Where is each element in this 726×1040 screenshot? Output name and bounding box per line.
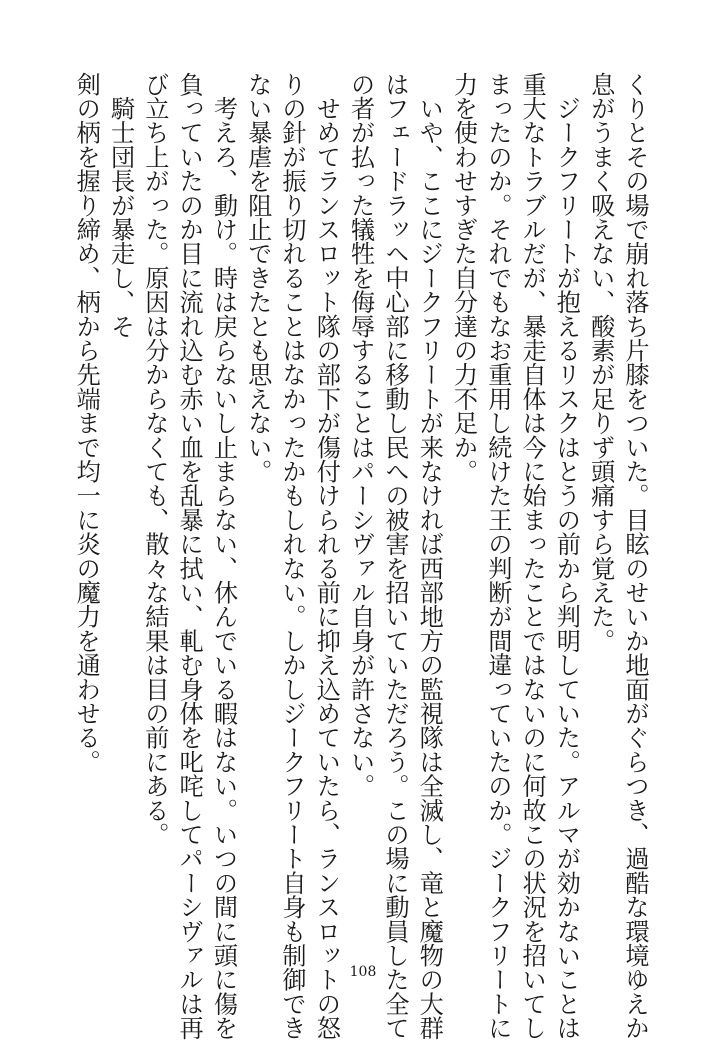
text-line: 力を使わせすぎた自分達の力不足か。 (449, 72, 478, 484)
text-line: 負っていたのか目に流れ込む赤い血を乱暴に拭い、軋む身体を叱咤してパーシヴァルは再 (175, 72, 204, 1040)
text-line: 考えろ、動け。時は戻らないし止まらない、休んでいる暇はない。いつの間に頭に傷を (209, 72, 238, 1040)
text-line: 息がうまく吸えない、酸素が足りず頭痛すら覚えた。 (586, 72, 615, 653)
text-line: 重大なトラブルだが、暴走自体は今に始まったことではないのに何故この状況を招いてし (518, 72, 547, 1040)
text-line: の者が払った犠牲を侮辱することはパーシヴァル自身が許さない。 (346, 72, 375, 798)
text-line: はフェードラッヘ中心部に移動し民への被害を招いていただろう。この場に動員した全て (380, 72, 409, 1040)
text-line: び立ち上がった。原因は分からなくても、散々な結果は目の前にある。 (140, 72, 169, 847)
text-line: せめてランスロット隊の部下が傷付けられる前に抑え込めていたら、ランスロットの怒 (312, 72, 341, 1040)
page-number: 108 (349, 964, 377, 980)
text-line: いや、ここにジークフリートが来なければ西部地方の監視隊は全滅し、竜と魔物の大群 (415, 72, 444, 1040)
text-line: くりとその場で崩れ落ち片膝をついた。目眩のせいか地面がぐらつき、過酷な環境ゆえか (621, 72, 649, 1040)
text-line: ない暴虐を阻止できたとも思えない。 (243, 72, 272, 484)
text-line: ジークフリートが抱えるリスクはとうの前から判明していた。アルマが効かないことは (552, 72, 581, 1040)
text-line: まったのか。それでもなお重用し続けた王の判断が間違っていたのか。ジークフリートに (483, 72, 512, 1040)
text-line: 剣の柄を握り締め、柄から先端まで均一に炎の魔力を通わせる。 (72, 72, 101, 774)
text-line: りの針が振り切れることはなかったかもしれない。しかしジークフリート自身も制御でき (278, 72, 307, 1040)
text-line: 騎士団長が暴走し、そ (106, 72, 135, 339)
